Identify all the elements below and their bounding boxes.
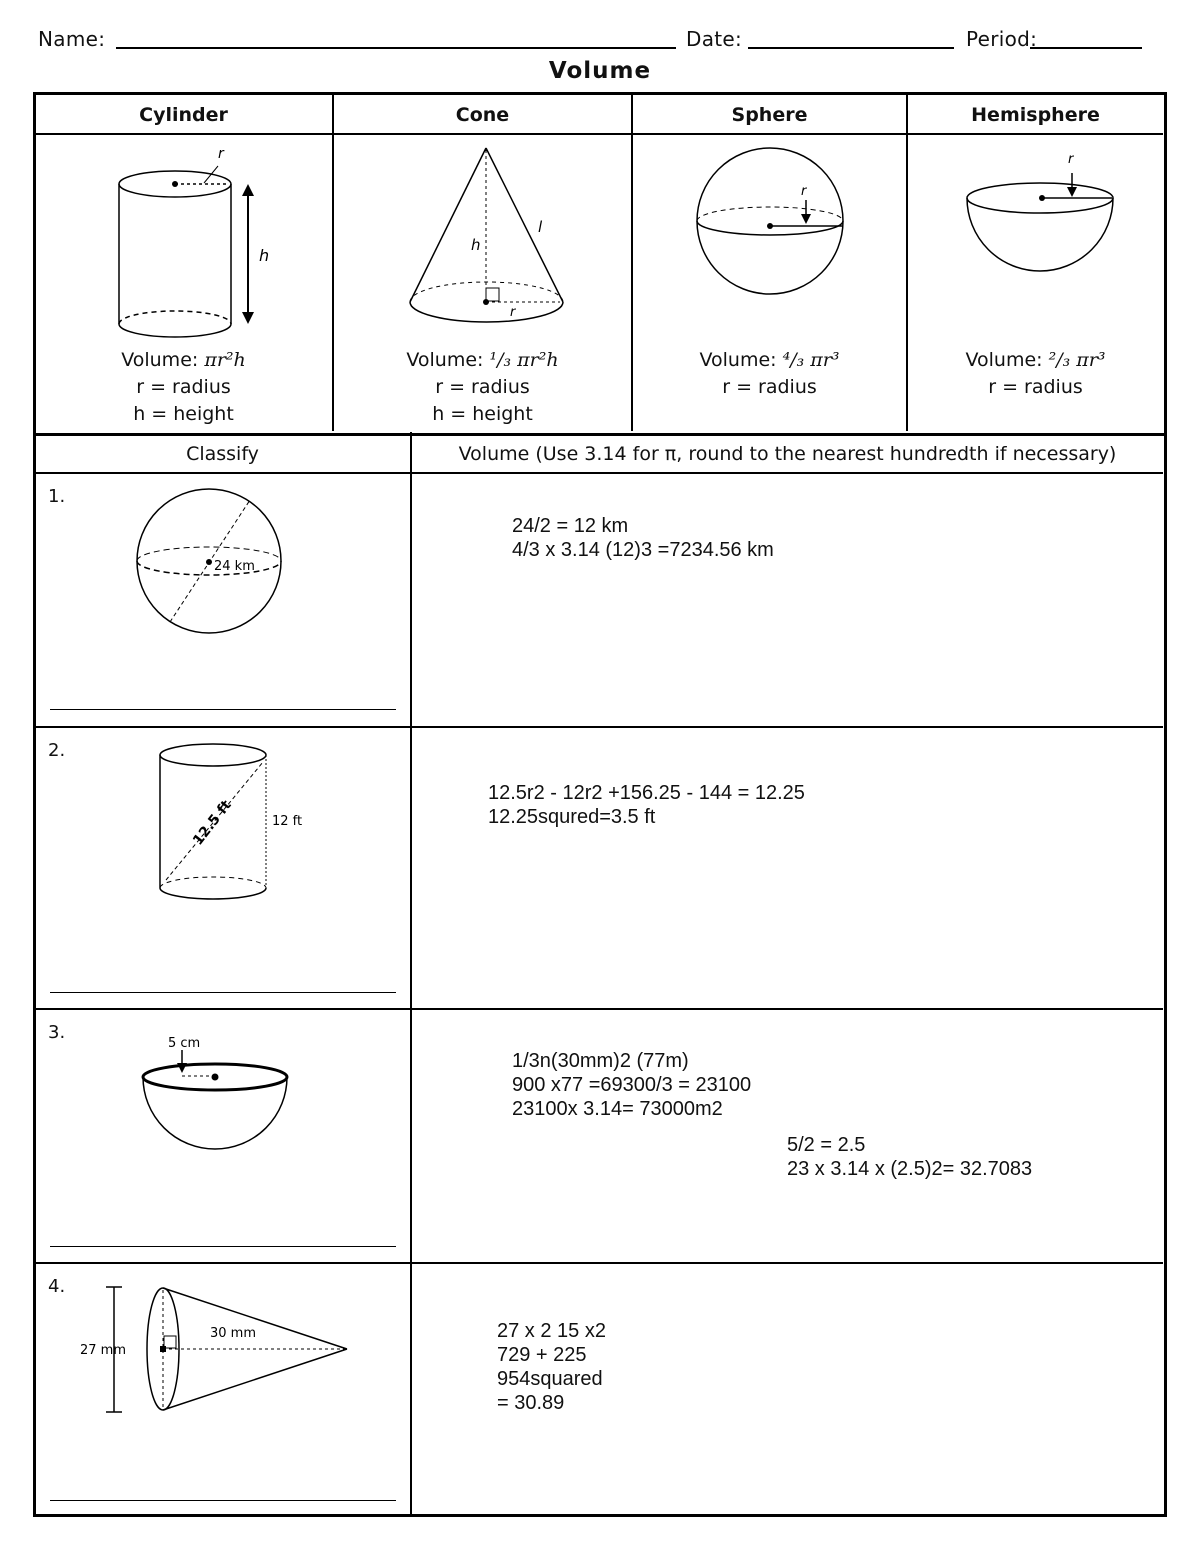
formula-line: h = height — [133, 403, 234, 425]
formula-label: Volume: — [699, 349, 777, 371]
problem-number: 3. — [48, 1022, 66, 1043]
period-label: Period: — [966, 27, 1038, 51]
hemisphere-formula: ²/₃ πr³ — [1048, 349, 1106, 371]
sphere-header: Sphere — [731, 104, 808, 126]
formula-line: r = radius — [988, 376, 1083, 398]
sphere-r-label: r — [801, 184, 807, 199]
problem-2-height-label: 12 ft — [272, 814, 303, 829]
problem-number: 1. — [48, 486, 66, 507]
formula-label: Volume: — [965, 349, 1043, 371]
formula-label: Volume: — [121, 349, 199, 371]
date-label: Date: — [686, 27, 743, 51]
cone-formula: ¹/₃ πr²h — [489, 349, 559, 371]
cone-r-label: r — [510, 305, 516, 320]
problem-2-diagonal-label: 12.5 ft — [190, 797, 235, 849]
classify-header: Classify — [186, 443, 259, 465]
problem-4-work: 27 x 2 15 x2 729 + 225 954squared = 30.89 — [497, 1320, 606, 1414]
name-label: Name: — [38, 27, 106, 51]
problem-3-work: 1/3n(30mm)2 (77m) 900 x77 =69300/3 = 23100 23100x 3.14= 73000m2 — [512, 1050, 752, 1120]
cylinder-r-label: r — [218, 146, 224, 162]
cylinder-header: Cylinder — [139, 104, 228, 126]
formula-label: Volume: — [406, 349, 484, 371]
cone-h-label: h — [471, 236, 481, 254]
cylinder-h-label: h — [259, 246, 270, 265]
problem-1-work: 24/2 = 12 km 4/3 x 3.14 (12)3 =7234.56 km — [512, 515, 774, 561]
cone-l-label: l — [538, 218, 543, 236]
problem-3-work-extra: 5/2 = 2.5 23 x 3.14 x (2.5)2= 32.7083 — [787, 1134, 1033, 1180]
cone-header: Cone — [455, 104, 510, 126]
page-title: Volume — [548, 58, 652, 84]
formula-line: r = radius — [722, 376, 817, 398]
formula-line: r = radius — [136, 376, 231, 398]
formula-line: r = radius — [435, 376, 530, 398]
hemisphere-r-label: r — [1068, 152, 1074, 167]
problem-4-height-label: 30 mm — [210, 1326, 257, 1341]
problem-number: 4. — [48, 1276, 66, 1297]
sphere-formula: ⁴/₃ πr³ — [782, 349, 840, 371]
hemisphere-header: Hemisphere — [971, 104, 1100, 126]
cylinder-formula: πr²h — [204, 349, 246, 371]
problem-2-work: 12.5r2 - 12r2 +156.25 - 144 = 12.25 12.25squred=3.5 ft — [488, 782, 805, 828]
problem-4-answer-line[interactable] — [50, 1500, 396, 1501]
problem-1-diameter-label: 24 km — [214, 559, 255, 574]
problem-number: 2. — [48, 740, 66, 761]
problem-3-radius-label: 5 cm — [168, 1036, 201, 1051]
volume-header: Volume (Use 3.14 for π, round to the nearest hundredth if necessary) — [458, 443, 1117, 465]
problem-4-diameter-label: 27 mm — [80, 1343, 127, 1358]
formula-line: h = height — [432, 403, 533, 425]
